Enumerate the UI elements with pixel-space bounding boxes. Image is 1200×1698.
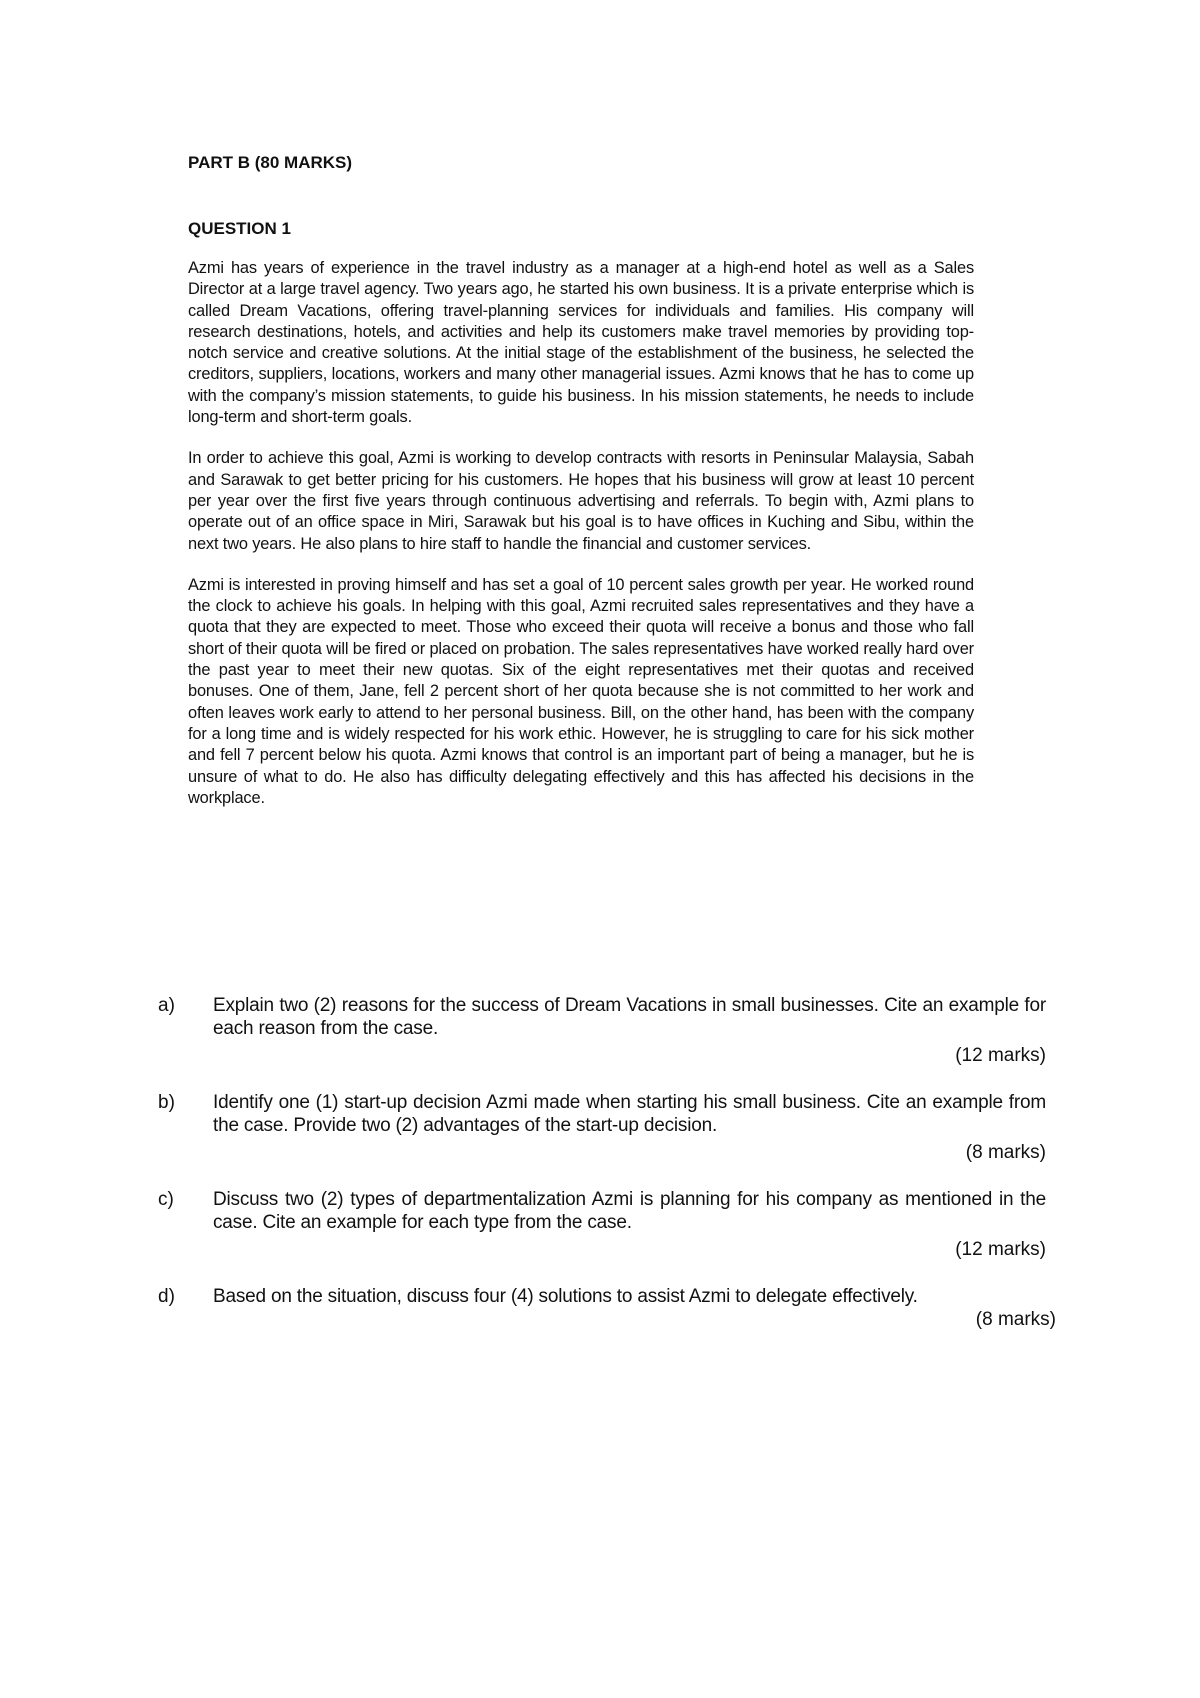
- question-item-c: [158, 1188, 1046, 1261]
- question-text: Discuss two (2) types of departmentalization Azmi is planning for his company as mentioned in the case. Cite an example for each type from the case.: [213, 1189, 1046, 1233]
- case-paragraph: Azmi is interested in proving himself and has set a goal of 10 percent sales growth per year. He worked round the clock to achieve his goals. In helping with this goal, Azmi recruited sales representatives and they have a quota that they are expected to meet. Those who exceed their quota will receive a bonus and those who fall short of their quota will be fired or placed on probation. The sales representatives have worked really hard over the past year to meet their new quotas. Six of the eight representatives met their quotas and received bonuses. One of them, Jane, fell 2 percent short of her quota because she is not committed to her work and often leaves work early to attend to her personal business. Bill, on the other hand, has been with the company for a long time and is widely respected for his work ethic. However, he is struggling to care for his sick mother and fell 7 percent below his quota. Azmi knows that control is an important part of being a manager, but he is unsure of what to do. He also has difficulty delegating effectively and this has affected his decisions in the workplace.: [188, 575, 974, 807]
- question-letter: c): [158, 1189, 174, 1210]
- question-marks: (8 marks): [965, 1142, 1046, 1163]
- case-paragraphs: [188, 258, 974, 829]
- question-item-a: [158, 994, 1046, 1067]
- question-letter: a): [158, 995, 175, 1016]
- question-letter: b): [158, 1092, 175, 1113]
- question-marks: (12 marks): [955, 1239, 1046, 1260]
- case-paragraph: Azmi has years of experience in the travel industry as a manager at a high-end hotel as well as a Sales Director at a large travel agency. Two years ago, he started his own business. It is a private enterprise which is called Dream Vacations, offering travel-planning services for individuals and families. His company will research destinations, hotels, and activities and help its customers make travel memories by providing top-notch service and creative solutions. At the initial stage of the establishment of the business, he selected the creditors, suppliers, locations, workers and many other managerial issues. Azmi knows that he has to come up with the company’s mission statements, to guide his business. In his mission statements, he needs to include long-term and short-term goals.: [188, 259, 974, 427]
- question-text: Based on the situation, discuss four (4) solutions to assist Azmi to delegate effectively.: [213, 1286, 918, 1307]
- question-marks: (8 marks): [975, 1309, 1056, 1330]
- question-marks: (12 marks): [955, 1045, 1046, 1066]
- case-study-section: [188, 152, 974, 807]
- question-item-d: [158, 1285, 1056, 1331]
- question-title: QUESTION 1: [188, 219, 291, 238]
- question-letter: d): [158, 1286, 175, 1307]
- question-item-b: [158, 1091, 1046, 1164]
- case-paragraph: In order to achieve this goal, Azmi is working to develop contracts with resorts in Peninsular Malaysia, Sabah and Sarawak to get better pricing for his customers. He hopes that his business will grow at least 10 percent per year over the first five years through continuous advertising and referrals. To begin with, Azmi plans to operate out of an office space in Miri, Sarawak but his goal is to have offices in Kuching and Sibu, within the next two years. He also plans to hire staff to handle the financial and customer services.: [188, 449, 974, 553]
- question-list: [158, 994, 1056, 1355]
- question-text: Explain two (2) reasons for the success of Dream Vacations in small businesses. Cite an example for each reason from the case.: [213, 995, 1046, 1039]
- question-text: Identify one (1) start-up decision Azmi made when starting his small business. Cite an example from the case. Provide two (2) advantages of the start-up decision.: [213, 1092, 1046, 1136]
- part-title: PART B (80 MARKS): [188, 153, 353, 172]
